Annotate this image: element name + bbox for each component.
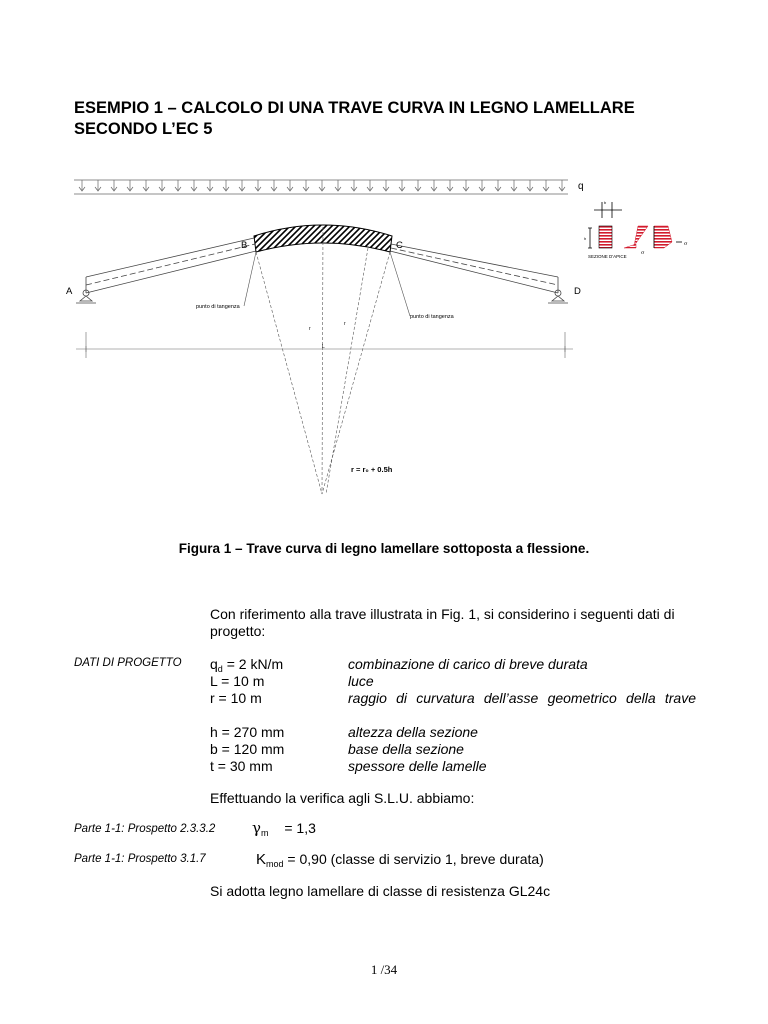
figure-caption: Figura 1 – Trave curva di legno lamellare sottoposta a flessione. [178,541,590,556]
radius-lines [256,227,390,494]
radius-small-label: r [309,326,311,332]
tangency-left-label: punto di tangenza [196,304,240,310]
param-row: L = 10 m [210,673,265,689]
param-desc: altezza della sezione [348,724,478,740]
title-line-1: ESEMPIO 1 – CALCOLO DI UNA TRAVE CURVA IN LEGNO LAMELLARE [74,99,635,117]
sigma-label-1: σ [641,250,645,256]
param-desc: luce [348,673,374,689]
load-label: q [578,181,584,192]
sigma-label-2: σ [684,241,688,247]
tangency-lines [244,252,410,316]
radius-label-2: r [344,321,346,327]
param-row: t = 30 mm [210,758,273,774]
tangency-right-label: punto di tangenza [410,314,454,320]
reference-2: Parte 1-1: Prospetto 3.1.7 [74,853,206,865]
point-d-label: D [574,286,581,297]
param-row: b = 120 mm [210,741,285,757]
beam-figure [68,172,708,507]
param-row: $q_d = 2$ kN/m [210,656,284,674]
radius-formula: r = r₀ + 0.5h [351,465,393,474]
gamma-value: $\gamma_m = 1,3$ [252,819,316,838]
intro-paragraph: Con riferimento alla trave illustrata in Fig. 1, si considerino i seguenti dati di progetto: [210,606,675,639]
verification-text: Effettuando la verifica agli S.L.U. abbiamo: [210,790,475,806]
final-text: Si adotta legno lamellare di classe di resistenza GL24c [210,883,551,899]
param-desc: combinazione di carico di breve durata [348,656,588,672]
point-b-label: B [241,240,248,251]
param-desc: base della sezione [348,741,464,757]
svg-text:h: h [584,236,587,241]
span-label: L [322,344,325,350]
param-row: r = 10 m [210,690,262,706]
apex-section-diagram [584,200,682,248]
svg-text:b: b [604,200,607,205]
param-desc: spessore delle lamelle [348,758,487,774]
param-desc: raggio di curvatura dell’asse geometrico della trave [348,690,696,706]
section-label: SEZIONE D'APICE [588,254,627,259]
page-title [74,98,714,140]
page-number: 1 /34 [370,962,398,977]
reference-1: Parte 1-1: Prospetto 2.3.3.2 [74,823,216,835]
point-c-label: C [396,240,403,251]
kmod-value: $K_{mod} = 0,90$ (classe di servizio 1, breve durata) [256,851,544,869]
param-row: h = 270 mm [210,724,285,740]
curved-beam [86,238,558,293]
distributed-load [74,180,568,194]
point-a-label: A [66,286,73,297]
title-line-2: SECONDO L’EC 5 [74,120,213,138]
data-section-label: DATI DI PROGETTO [74,657,182,669]
